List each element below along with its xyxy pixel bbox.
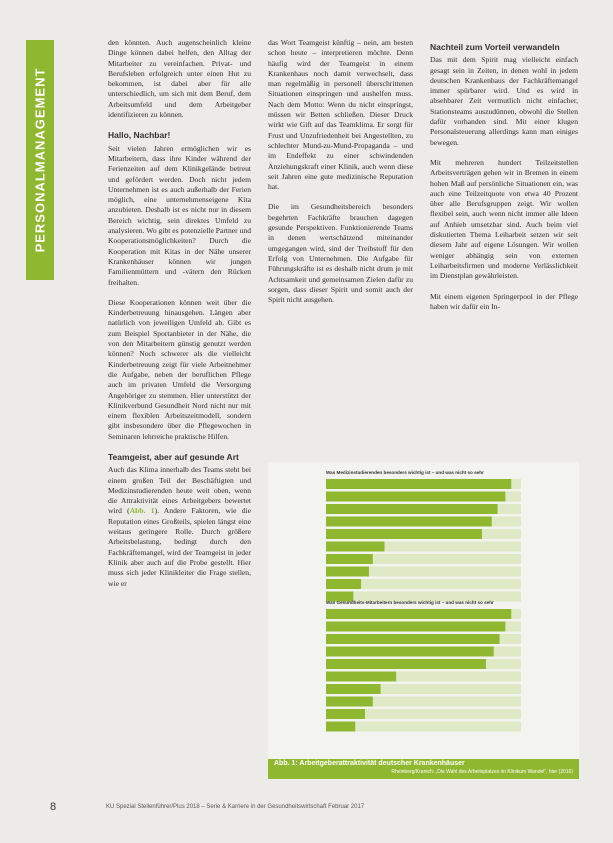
text-column-2 [268, 38, 413, 315]
bar [326, 579, 361, 589]
figure-reference[interactable]: Abb. 1 [129, 506, 155, 516]
figure-caption-bar [268, 759, 579, 779]
bar-charts [268, 462, 579, 759]
bar [326, 622, 505, 632]
paragraph: das Wort Teamgeist künftig – nein, am besten schon heute – interpretieren möchte. Denn häufig wird der Teamgeist in einem Krankenhaus noch damit verwechselt, dass man regelmäßig in personell überschrittenen Situationen einspringen und aushelfen muss. Nach dem Motto: Wenn du nicht einspringst, müssen wir Betten schließen. Dieser Druck wirkt wie Gift auf das Teamklima. Er sorgt für Frust und Unzufriedenheit bei Angestellten, zu schlechter Mund-zu-Mund-Propaganda – und im Endeffekt zu einer schwindenden Anziehungskraft einer Klinik, auch wenn diese seit Jahren eine gute medizinische Reputation hat. [268, 38, 413, 192]
paragraph-text: ). Andere Faktoren, wie die Reputation eines Großteils, spielen längst eine weitaus geringere Rolle. Durch größere Arbeitsbelastung, bedingt durch den Fachkräftemangel, wird der Teamgeist in jeder Klinik aber auch auf die Probe gestellt. Hier muss sich jeder Klinikleiter die Frage stellen, wie er [108, 506, 251, 588]
bar [326, 684, 381, 694]
bar [326, 492, 505, 502]
subheading-nachteil: Nachteil zum Vorteil verwandeln [430, 42, 560, 52]
bar [326, 479, 511, 489]
paragraph: Diese Kooperationen können weit über die Kinderbetreuung hinausgehen. Längen aber natürlich von jeweiligen Umfeld ab. Gibt es zum Beispiel Sportanbieter in der Nähe, die von den Mitarbeitern günstig genutzt werden können? Noch schwerer als die vielleicht Kinderbetreuung zeigt für viele Arbeitnehmer die Aufgabe, neben der beruflichen Pflege auch im privaten Umfeld die Versorgung Angehöriger zu stemmen. Hier unterstützt der Klinikverbund Gesundheit Nord nicht nur mit einem flexiblen Arbeitszeitmodell, sondern gibt insbesondere über die Pflegewochen in Seminaren lehrreiche praktische Hilfen. [108, 297, 251, 441]
figure-caption: Abb. 1: Arbeitgeberattraktivität deutscher Krankenhäuser [274, 760, 465, 767]
bar [326, 659, 486, 669]
section-label: PERSONALMANAGEMENT [32, 67, 48, 253]
subheading-teamgeist: Teamgeist, aber auf gesunde Art [108, 451, 239, 462]
subheading-hallo-nachbar: Hallo, Nachbar! [108, 130, 171, 141]
bar [326, 517, 492, 527]
paragraph [108, 465, 251, 589]
paragraph: Das mit dem Spirit mag vielleicht einfach gesagt sein in Zeiten, in denen wohl in jedem deutschen Krankenhaus der Fachkräftemangel immer spürbarer wird. Und es wird in absehbarer Zeit vermutlich nicht einfacher, Stationsteams auszudünnen, obwohl die Stellen dafür vorhanden sind. Mit einer klugen Personalsteuerung allerdings kann man einiges bewegen. [430, 55, 578, 147]
bar [326, 567, 369, 577]
bar [326, 634, 500, 644]
bar [326, 609, 511, 619]
figure-source: Rheinberg/Kranich: „Die Wahl des Arbeitsplatzes im Klinikum Wandel”, hier (2016) [391, 769, 573, 775]
chart-title-1: Was Medizinstudierenden besonders wichtig ist – und was nicht so sehr [326, 470, 484, 475]
paragraph: Mit einem eigenen Springerpool in der Pflege haben wir dafür ein In- [430, 291, 578, 311]
bar [326, 722, 355, 732]
bar [326, 709, 365, 719]
chart-2-bars [326, 609, 521, 732]
paragraph-text: Auch das Klima innerhalb des Teams steht bei einem großen Teil der Beschäftigten und Medizinstudierenden heute weit oben, wenn die Attraktivität eines Arbeitgebers bewertet wird ( [108, 465, 251, 516]
paragraph: Seit vielen Jahren ermöglichen wir es Mitarbeitern, dass ihre Kinder während der Ferienzeiten auf dem Klinikgelände betreut und gefördert werden. Doch nicht jedem Unternehmen ist es auch außerhalb der Ferien möglich, eine unternehmenseigene Kita anzubieten. Deshalb ist es nicht nur in diesem Bereich wichtig, sein direktes Umfeld zu analysieren. Wo gibt es potenzielle Partner und Kooperationsmöglichkeiten? Durch die Kooperation mit Kitas in der Nähe unserer Krankenhäuser können wir jungen Familienmüttern und -vätern den Rücken freihalten. [108, 143, 251, 287]
paragraph: den könnten. Auch augenscheinlich kleine Dinge können dabei helfen, den Alltag der Mitarbeiter zu vereinfachen. Privat- und Berufsleben erfolgreich unter einen Hut zu bekommen, ist dabei aber für alle unterschiedlich, um sich mit dem Beruf, dem Arbeitsumfeld und dem Arbeitgeber identifizieren zu können. [108, 38, 251, 120]
figure-chart [268, 462, 579, 780]
section-tab [26, 40, 54, 280]
chart-1-bars [326, 479, 521, 602]
footer-text: KU Spezial Stellenführer/Plus 2018 – Serie & Karriere in der Gesundheitswirtschaft Februar 2017 [106, 804, 365, 810]
page-number: 8 [50, 801, 57, 813]
paragraph: Mit mehreren hundert Teilzeitstellen Arbeitsverträgen gehen wir in Bremen in einem hohen Maß auf persönliche Situationen ein, was auch eine Teilzeitquote von etwa 40 Prozent über alle Berufsgruppen zeigt. Wir wollen flexibel sein, auch wenn nicht immer alle Ideen auf Anhieb umsetzbar sind. Auch beim viel diskutierten Thema Leiharbeit setzen wir seit diesem Jahr auf eigene Lösungen. Wir wollen weniger abhängig sein von externen Leiharbeitsfirmen und moderne Verlässlichkeit im Dienstplan gewährleisten. [430, 157, 578, 281]
bar [326, 504, 498, 514]
bar [326, 542, 385, 552]
text-column-1 [108, 38, 251, 599]
bar [326, 529, 482, 539]
chart-title-2: Was Gesundheits-Mitarbeitern besonders wichtig ist – und was nicht so sehr [326, 600, 494, 605]
bar [326, 647, 494, 657]
bar [326, 672, 396, 682]
bar [326, 697, 373, 707]
text-column-3 [430, 38, 578, 322]
bar [326, 554, 373, 564]
paragraph: Die im Gesundheitsbereich besonders begehrten Fachkräfte brauchen dagegen gesunde Perspektiven. Funktionierende Teams in denen wertschätzend miteinander umgegangen wird, sind der Treibstoff für den Erfolg von Unternehmen. Die Aufgabe für Führungskräfte ist es deshalb nicht drum je mit Achtsamkeit und gemeinsamen Zielen dafür zu sorgen, dass dieser Spirit und somit auch der Spirit nicht ausgehen. [268, 202, 413, 305]
